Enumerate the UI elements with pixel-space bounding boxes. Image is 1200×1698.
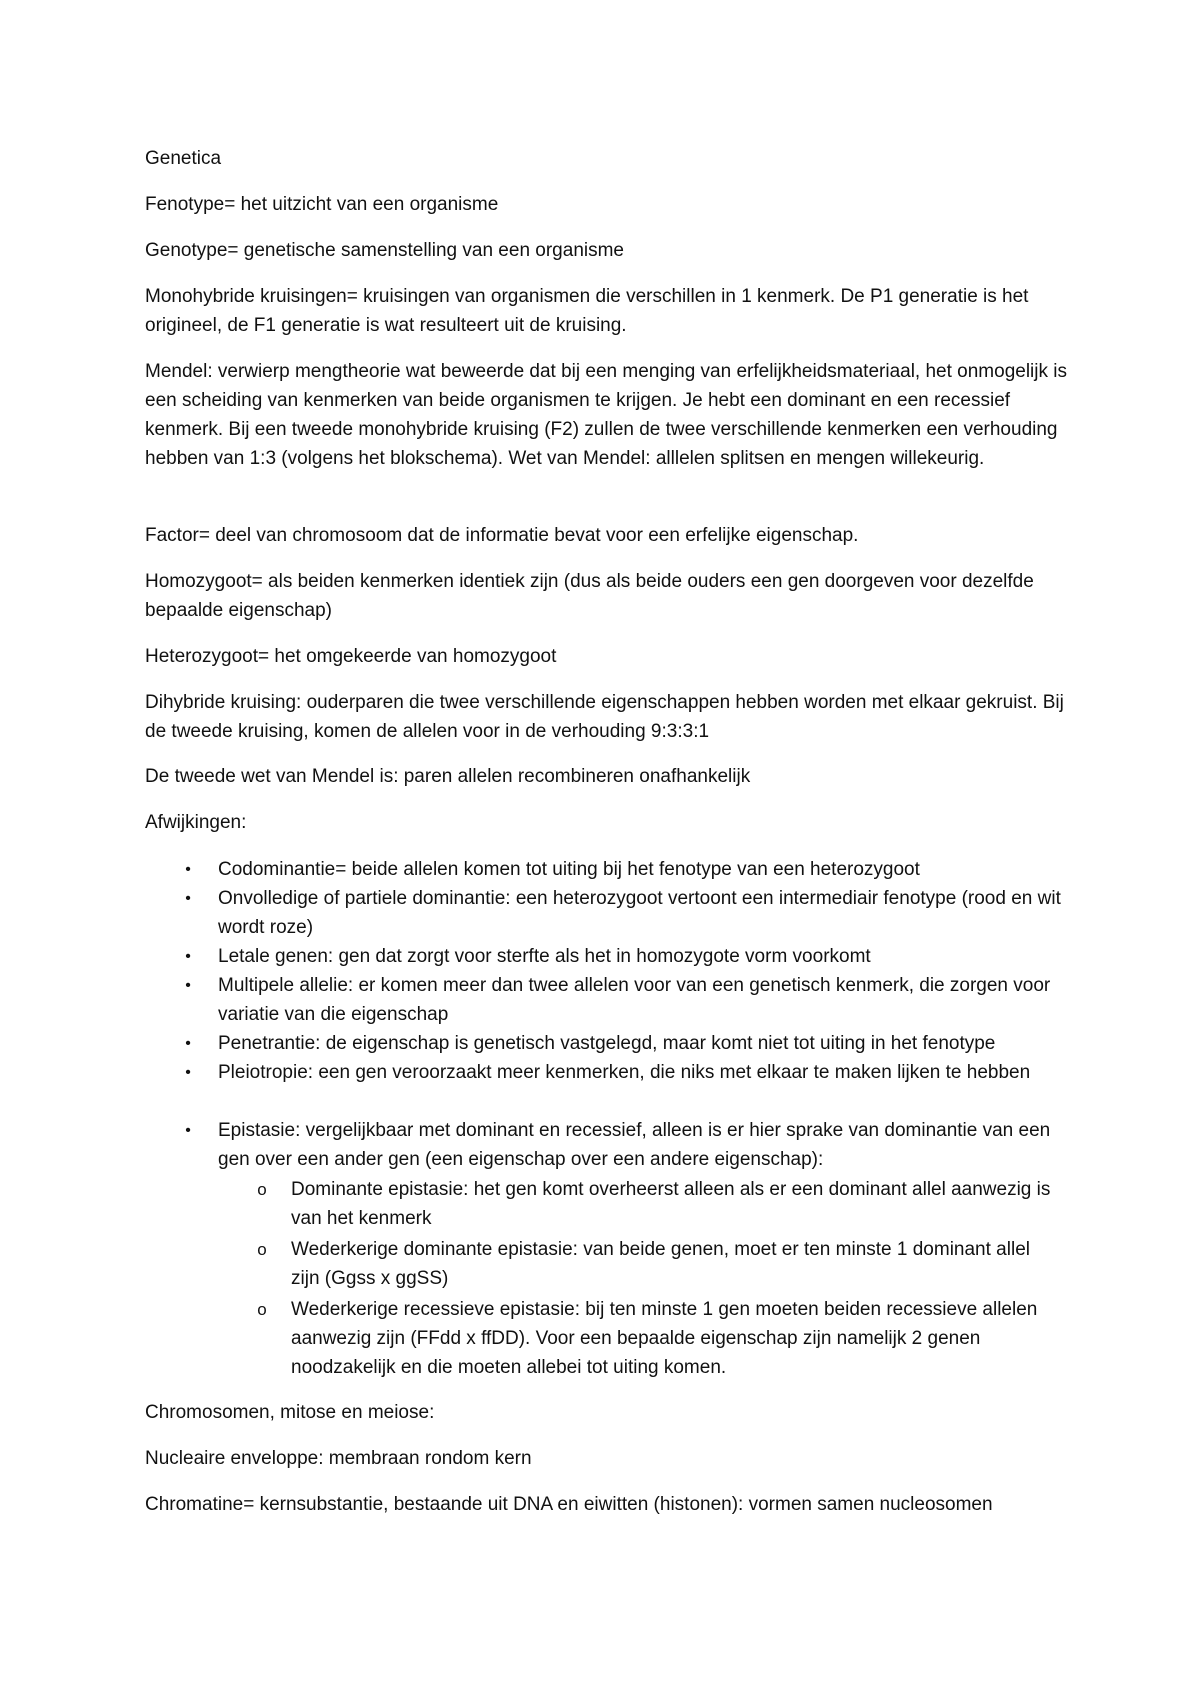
bullet-marker: • bbox=[185, 1035, 191, 1052]
paragraph-fenotype: Fenotype= het uitzicht van een organisme bbox=[145, 194, 499, 215]
bullet-penetrantie: Penetrantie: de eigenschap is genetisch vastgelegd, maar komt niet tot uiting in het fenotype bbox=[218, 1033, 996, 1054]
sub-bullet-wederkerige-recessieve: Wederkerige recessieve epistasie: bij ten minste 1 gen moeten beiden recessieve allelen aanwezig zijn (FFdd x ffDD). Voor een bepaalde eigenschap zijn namelijk 2 genen noodzakelijk en die moeten allebei tot uiting komen. bbox=[291, 1299, 1038, 1378]
paragraph-tweede-wet: De tweede wet van Mendel is: paren allelen recombineren onafhankelijk bbox=[145, 766, 751, 787]
bullet-pleiotropie: Pleiotropie: een gen veroorzaakt meer kenmerken, die niks met elkaar te maken lijken te hebben bbox=[218, 1062, 1031, 1083]
heading-chromosomen: Chromosomen, mitose en meiose: bbox=[145, 1402, 435, 1423]
bullet-marker: • bbox=[185, 948, 191, 965]
bullet-marker: • bbox=[185, 861, 191, 878]
sub-bullet-marker: o bbox=[257, 1240, 267, 1259]
document-title: Genetica bbox=[145, 148, 222, 169]
bullet-multipele-allelie: Multipele allelie: er komen meer dan twee allelen voor van een genetisch kenmerk, die zorgen voor variatie van die eigenschap bbox=[218, 975, 1051, 1025]
bullet-marker: • bbox=[185, 977, 191, 994]
sub-bullet-wederkerige-dominante: Wederkerige dominante epistasie: van beide genen, moet er ten minste 1 dominant allel zijn (Ggss x ggSS) bbox=[291, 1239, 1030, 1289]
bullet-epistasie: Epistasie: vergelijkbaar met dominant en recessief, alleen is er hier sprake van dominantie van een gen over een ander gen (een eigenschap over een andere eigenschap): bbox=[218, 1120, 1051, 1170]
sub-bullet-marker: o bbox=[257, 1300, 267, 1319]
paragraph-genotype: Genotype= genetische samenstelling van een organisme bbox=[145, 240, 624, 261]
sub-bullet-dominante-epistasie: Dominante epistasie: het gen komt overheerst alleen als er een dominant allel aanwezig is van het kenmerk bbox=[291, 1179, 1051, 1229]
bullet-letale-genen: Letale genen: gen dat zorgt voor sterfte als het in homozygote vorm voorkomt bbox=[218, 946, 871, 967]
paragraph-mendel: Mendel: verwierp mengtheorie wat beweerde dat bij een menging van erfelijkheidsmateriaal, het onmogelijk is een scheiding van kenmerken van beide organismen te krijgen. Je hebt een dominant en een recessief kenmerk. Bij een tweede monohybride kruising (F2) zullen de twee verschillende kenmerken een verhouding hebben van 1:3 (volgens het blokschema). Wet van Mendel: alllelen splitsen en mengen willekeurig. bbox=[145, 361, 1068, 469]
paragraph-heterozygoot: Heterozygoot= het omgekeerde van homozygoot bbox=[145, 646, 557, 667]
bullet-marker: • bbox=[185, 1122, 191, 1139]
paragraph-afwijkingen: Afwijkingen: bbox=[145, 812, 247, 833]
paragraph-nucleaire-enveloppe: Nucleaire enveloppe: membraan rondom kern bbox=[145, 1448, 532, 1469]
paragraph-chromatine: Chromatine= kernsubstantie, bestaande uit DNA en eiwitten (histonen): vormen samen nucleosomen bbox=[145, 1494, 993, 1515]
paragraph-monohybride: Monohybride kruisingen= kruisingen van organismen die verschillen in 1 kenmerk. De P1 generatie is het origineel, de F1 generatie is wat resulteert uit de kruising. bbox=[145, 286, 1029, 336]
paragraph-homozygoot: Homozygoot= als beiden kenmerken identiek zijn (dus als beide ouders een gen doorgeven voor dezelfde bepaalde eigenschap) bbox=[145, 571, 1034, 621]
paragraph-factor: Factor= deel van chromosoom dat de informatie bevat voor een erfelijke eigenschap. bbox=[145, 525, 859, 546]
bullet-marker: • bbox=[185, 1064, 191, 1081]
bullet-marker: • bbox=[185, 890, 191, 907]
sub-bullet-marker: o bbox=[257, 1180, 267, 1199]
bullet-onvolledige-dominantie: Onvolledige of partiele dominantie: een heterozygoot vertoont een intermediair fenotype (rood en wit wordt roze) bbox=[218, 888, 1061, 938]
paragraph-dihybride: Dihybride kruising: ouderparen die twee verschillende eigenschappen hebben worden met elkaar gekruist. Bij de tweede kruising, komen de allelen voor in de verhouding 9:3:3:1 bbox=[145, 692, 1064, 742]
bullet-codominantie: Codominantie= beide allelen komen tot uiting bij het fenotype van een heterozygoot bbox=[218, 859, 920, 880]
